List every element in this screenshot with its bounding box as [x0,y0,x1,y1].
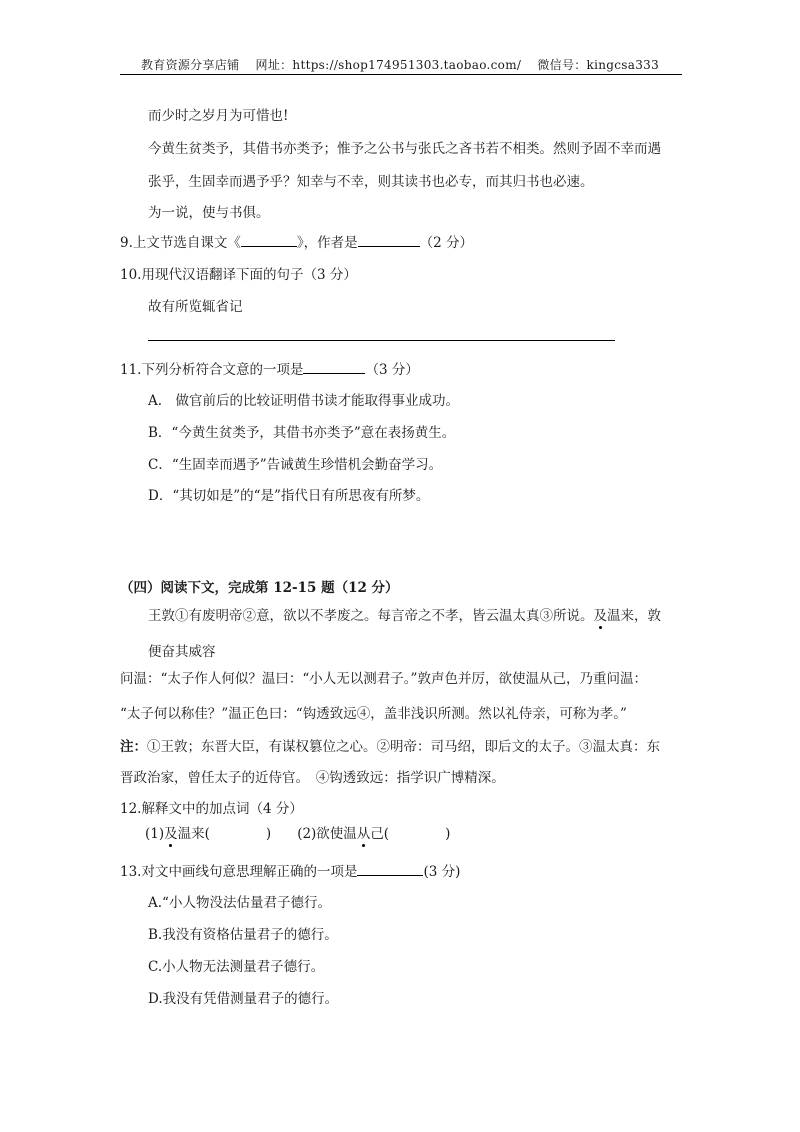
passage2-line [148,604,661,624]
option-c: C.小人物无法测量君子德行。 [148,959,325,975]
dotted-word: 及 [164,826,178,842]
notes-line [120,735,660,755]
passage2-line: 便奋其威容 [148,644,216,660]
dotted-word: 从 [356,826,371,842]
question-9 [120,231,473,251]
passage2-text: 温来，敦 [607,608,661,624]
q12-item-number: (1) [145,826,165,842]
question-13 [120,860,460,880]
q11-points: （3 分） [365,362,419,378]
question-10-prompt: 10.用现代汉语翻译下面的句子（3 分） [120,267,357,283]
option-d: D.我没有凭借测量君子的德行。 [148,991,339,1007]
passage-line: 张乎，生固幸而遇予乎？知幸与不幸，则其读书也必专，而其归书也必速。 [148,174,594,190]
passage2-line: 问温：“太子作人何似？温曰：“小人无以测君子。”敦声色并厉，欲使温从己，乃重问温： [120,671,647,687]
notes-text: ①王敦；东晋大臣，有谋权篡位之心。②明帝：司马绍，即后文的太子。③温太真：东 [147,739,660,755]
passage-line: 而少时之岁月为可惜也! [148,108,289,124]
q12-item-text: 温来( [177,826,210,842]
q12-item-text: 己( [370,826,390,842]
passage2-text: 王敦①有废明帝②意，欲以不孝废之。每言帝之不孝，皆云温太真③所说。 [148,608,594,624]
option-d: D．“其切如是”的“是”指代日有所思夜有所梦。 [148,488,430,504]
q9-text: 9.上文节选自课文《 [120,235,241,251]
passage2-line: “太子何以称佳？”温正色曰：“钩透致远④，盖非浅识所测。然以礼侍亲，可称为孝。” [120,706,627,722]
translate-sentence: 故有所览辄省记 [148,299,243,315]
option-b: B．“今黄生贫类予，其借书亦类予”意在表扬黄生。 [148,425,456,441]
q9-points: （2 分） [419,235,474,251]
shop-name: 教育资源分享店铺 [140,58,240,72]
answer-blank[interactable] [357,862,423,876]
wechat-id: 微信号：kingcsa333 [537,58,660,72]
notes-line: 晋政治家，曾任太子的近侍官。 ④钩透致远：指学识广博精深。 [120,770,505,786]
answer-line[interactable] [148,340,615,341]
section-4-title: （四）阅读下文，完成第 12-15 题（12 分） [120,580,399,596]
passage-line: 今黄生贫类予，其借书亦类予；惟予之公书与张氏之吝书若不相类。然则予固不幸而遇 [148,141,661,157]
q12-item-text: (2)欲使温 [297,826,357,842]
header-rule [120,74,682,75]
notes-label: 注： [120,739,147,755]
shop-url: 网址：https://shop174951303.taobao.com/ [255,58,522,72]
option-b: B.我没有资格估量君子的德行。 [148,927,338,943]
q12-paren: ) [265,826,272,842]
q9-text: 》，作者是 [296,235,358,251]
q13-text: 13.对文中画线句意思理解正确的一项是 [120,864,358,880]
question-12-items [145,822,450,842]
answer-blank[interactable] [241,233,297,247]
question-11 [120,358,419,378]
page-header [0,56,800,73]
dotted-word: 及 [593,608,607,624]
option-a: A.“小人物没法估量君子德行。 [148,895,331,911]
answer-blank[interactable] [358,233,420,247]
q13-points: (3 分) [423,864,461,880]
question-12-prompt: 12.解释文中的加点词（4 分） [120,801,303,817]
answer-blank[interactable] [303,360,365,374]
passage-line: 为一说，使与书俱。 [148,205,270,221]
option-a: A. 做官前后的比较证明借书读才能取得事业成功。 [148,393,460,409]
option-c: C．“生固幸而遇予”告诫黄生珍惜机会勤奋学习。 [148,457,443,473]
q11-text: 11.下列分析符合文意的一项是 [120,362,304,378]
q12-paren: ) [445,826,451,842]
